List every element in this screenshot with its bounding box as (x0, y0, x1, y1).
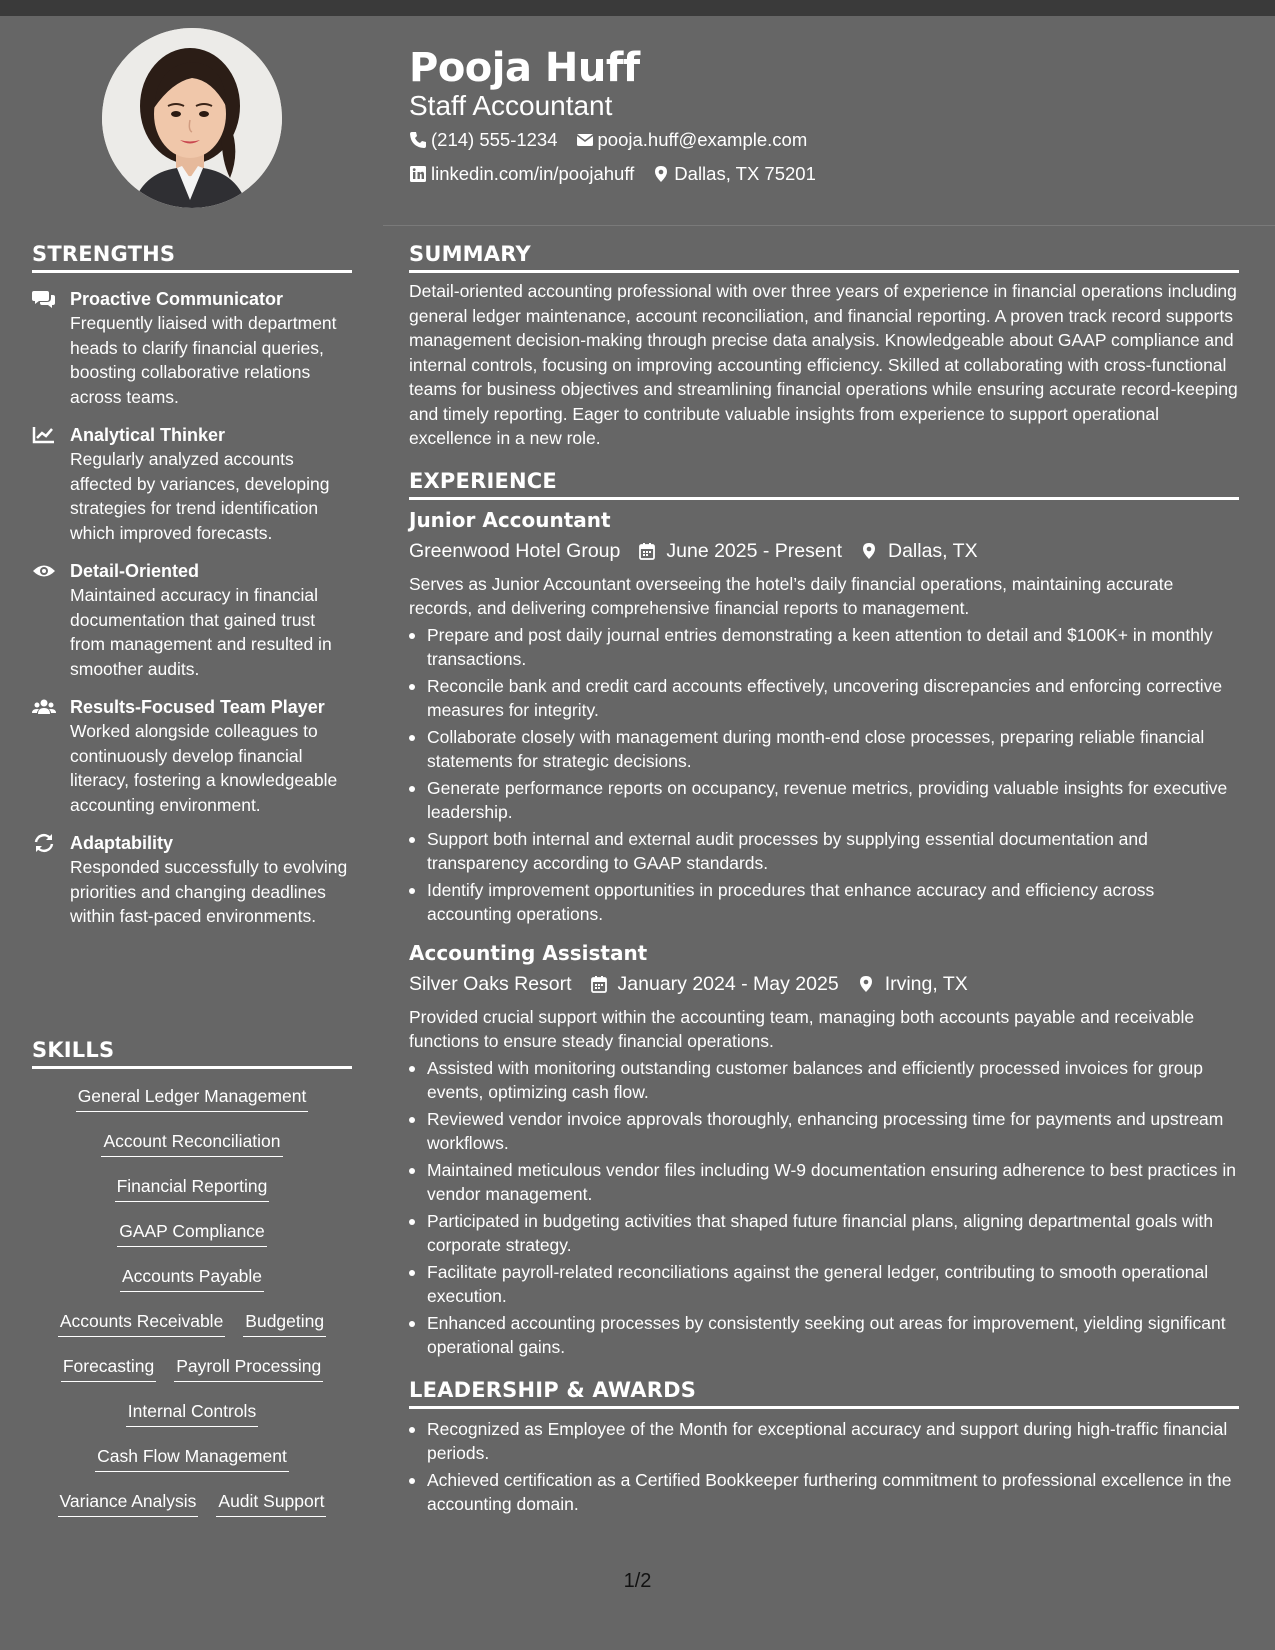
strength-item (32, 287, 352, 409)
contact-line (409, 124, 1239, 156)
strength-item (32, 559, 352, 681)
job-company: Silver Oaks Resort (409, 972, 572, 995)
phone-contact (409, 124, 558, 156)
map-marker-icon (857, 975, 875, 993)
leadership-section (409, 1378, 1239, 1517)
job-meta (409, 967, 1239, 1001)
candidate-name: Pooja Huff (409, 45, 640, 91)
job-location: Irving, TX (884, 972, 968, 995)
strength-desc: Maintained accuracy in financial documentation that gained trust from management and resulted in smoother audits. (70, 585, 332, 679)
skill-tag: Budgeting (243, 1309, 326, 1337)
map-marker-icon (652, 165, 670, 183)
list-item: Reviewed vendor invoice approvals thoroughly, enhancing processing time for payments and upstream workflows. (409, 1107, 1239, 1156)
leadership-heading: LEADERSHIP & AWARDS (409, 1378, 1239, 1409)
calendar-icon (590, 975, 608, 993)
strength-title: Results-Focused Team Player (70, 697, 325, 717)
list-item: Reconcile bank and credit card accounts effectively, uncovering discrepancies and enforcing corrective measures for integrity. (409, 674, 1239, 723)
envelope-icon (576, 131, 594, 149)
top-bar (0, 0, 1275, 16)
summary-text: Detail-oriented accounting professional with over three years of experience in financial operations including general ledger maintenance, account reconciliation, and financial reporting. A proven track record supports management decision-making through precise data analysis. Knowledgeable about GAAP compliance and internal controls, focusing on improving accounting efficiency. Skilled at collaborating with cross-functional teams for business objectives and streamlining financial operations while ensuring accurate record-keeping and timely reporting. Eager to contribute valuable insights from experience to support operational excellence in a new role. (409, 281, 1238, 448)
job-dates: June 2025 - Present (666, 539, 842, 562)
job-entry (409, 939, 1239, 1360)
strength-desc: Worked alongside colleagues to continuously develop financial literacy, fostering a knowledgeable accounting environment. (70, 721, 338, 815)
experience-section (409, 469, 1239, 1360)
strength-title: Detail-Oriented (70, 561, 200, 581)
list-item: Prepare and post daily journal entries demonstrating a keen attention to detail and $100K+ in monthly transactions. (409, 623, 1239, 672)
linkedin-text[interactable]: linkedin.com/in/poojahuff (431, 163, 635, 184)
resume-header (409, 42, 1239, 190)
skill-tag: Cash Flow Management (95, 1444, 289, 1472)
phone-text: (214) 555-1234 (431, 129, 558, 150)
list-item: Support both internal and external audit processes by supplying essential documentation and transparency according to GAAP standards. (409, 827, 1239, 876)
strength-item (32, 831, 352, 929)
header-divider (383, 225, 1275, 226)
email-contact[interactable] (576, 124, 808, 156)
strength-item (32, 695, 352, 817)
skill-tag: Accounts Payable (120, 1264, 264, 1292)
strength-title: Proactive Communicator (70, 289, 284, 309)
job-bullets (409, 623, 1239, 927)
job-bullets (409, 1056, 1239, 1360)
candidate-title: Staff Accountant (409, 90, 613, 121)
list-item: Collaborate closely with management during month-end close processes, preparing reliable financial statements for strategic decisions. (409, 725, 1239, 774)
location-contact (652, 158, 816, 190)
strength-desc: Frequently liaised with department heads to clarify financial queries, boosting collaborative relations across teams. (70, 313, 337, 407)
location-text: Dallas, TX 75201 (674, 163, 816, 184)
sync-icon (32, 833, 56, 853)
job-dates: January 2024 - May 2025 (617, 972, 839, 995)
skills-section (32, 1038, 352, 1525)
job-meta (409, 534, 1239, 568)
profile-photo (102, 28, 282, 208)
job-title: Junior Accountant (409, 507, 611, 532)
list-item: Enhanced accounting processes by consistently seeking out areas for improvement, yielding significant operational gains. (409, 1311, 1239, 1360)
email-text[interactable]: pooja.huff@example.com (597, 129, 808, 150)
job-company: Greenwood Hotel Group (409, 539, 621, 562)
job-title: Accounting Assistant (409, 940, 648, 965)
linkedin-contact[interactable] (409, 158, 634, 190)
summary-section (409, 242, 1239, 451)
strength-desc: Responded successfully to evolving priorities and changing deadlines within fast-paced environments. (70, 857, 348, 926)
job-location: Dallas, TX (888, 539, 978, 562)
skill-tag: Internal Controls (126, 1399, 258, 1427)
eye-icon (32, 561, 56, 581)
list-item: Generate performance reports on occupancy, revenue metrics, providing valuable insights for executive leadership. (409, 776, 1239, 825)
skill-tag: General Ledger Management (76, 1084, 309, 1112)
users-icon (32, 697, 56, 717)
strengths-heading: STRENGTHS (32, 242, 352, 273)
chart-line-icon (32, 425, 56, 445)
map-marker-icon (860, 542, 878, 560)
leadership-bullets (409, 1417, 1239, 1517)
strength-desc: Regularly analyzed accounts affected by variances, developing strategies for trend identification which improved forecasts. (70, 449, 330, 543)
comments-icon (32, 289, 56, 309)
skills-heading: SKILLS (32, 1038, 352, 1069)
job-description: Provided crucial support within the accounting team, managing both accounts payable and receivable functions to ensure steady financial operations. (409, 1006, 1195, 1051)
list-item: Achieved certification as a Certified Bookkeeper furthering commitment to professional excellence in the accounting domain. (409, 1468, 1239, 1517)
strength-title: Analytical Thinker (70, 425, 226, 445)
contact-line (409, 158, 1239, 190)
phone-icon (409, 131, 427, 149)
experience-heading: EXPERIENCE (409, 469, 1239, 500)
strength-item (32, 423, 352, 545)
skill-tag: GAAP Compliance (117, 1219, 267, 1247)
list-item: Assisted with monitoring outstanding customer balances and efficiently processed invoices for group events, optimizing cash flow. (409, 1056, 1239, 1105)
strength-title: Adaptability (70, 833, 174, 853)
list-item: Identify improvement opportunities in procedures that enhance accuracy and efficiency across accounting operations. (409, 878, 1239, 927)
linkedin-icon (409, 165, 427, 183)
skill-tag: Account Reconciliation (101, 1129, 282, 1157)
main-column (409, 242, 1239, 1517)
skill-tag: Forecasting (61, 1354, 156, 1382)
skill-tag: Variance Analysis (58, 1489, 199, 1517)
job-description: Serves as Junior Accountant overseeing the hotel’s daily financial operations, maintaining accurate records, and delivering comprehensive financial reports to management. (409, 573, 1174, 618)
strengths-section (32, 242, 352, 929)
list-item: Participated in budgeting activities that shaped future financial plans, aligning departmental goals with corporate strategy. (409, 1209, 1239, 1258)
skill-tag: Financial Reporting (115, 1174, 270, 1202)
calendar-icon (638, 542, 656, 560)
summary-heading: SUMMARY (409, 242, 1239, 273)
skill-tag: Payroll Processing (174, 1354, 323, 1382)
skills-list (32, 1075, 352, 1525)
job-entry (409, 506, 1239, 927)
skill-tag: Audit Support (216, 1489, 326, 1517)
page-number: 1/2 (623, 1570, 652, 1592)
list-item: Maintained meticulous vendor files including W-9 documentation ensuring adherence to best practices in vendor management. (409, 1158, 1239, 1207)
list-item: Facilitate payroll-related reconciliations against the general ledger, contributing to smooth operational execution. (409, 1260, 1239, 1309)
skill-tag: Accounts Receivable (58, 1309, 225, 1337)
list-item: Recognized as Employee of the Month for exceptional accuracy and support during high-traffic financial periods. (409, 1417, 1239, 1466)
